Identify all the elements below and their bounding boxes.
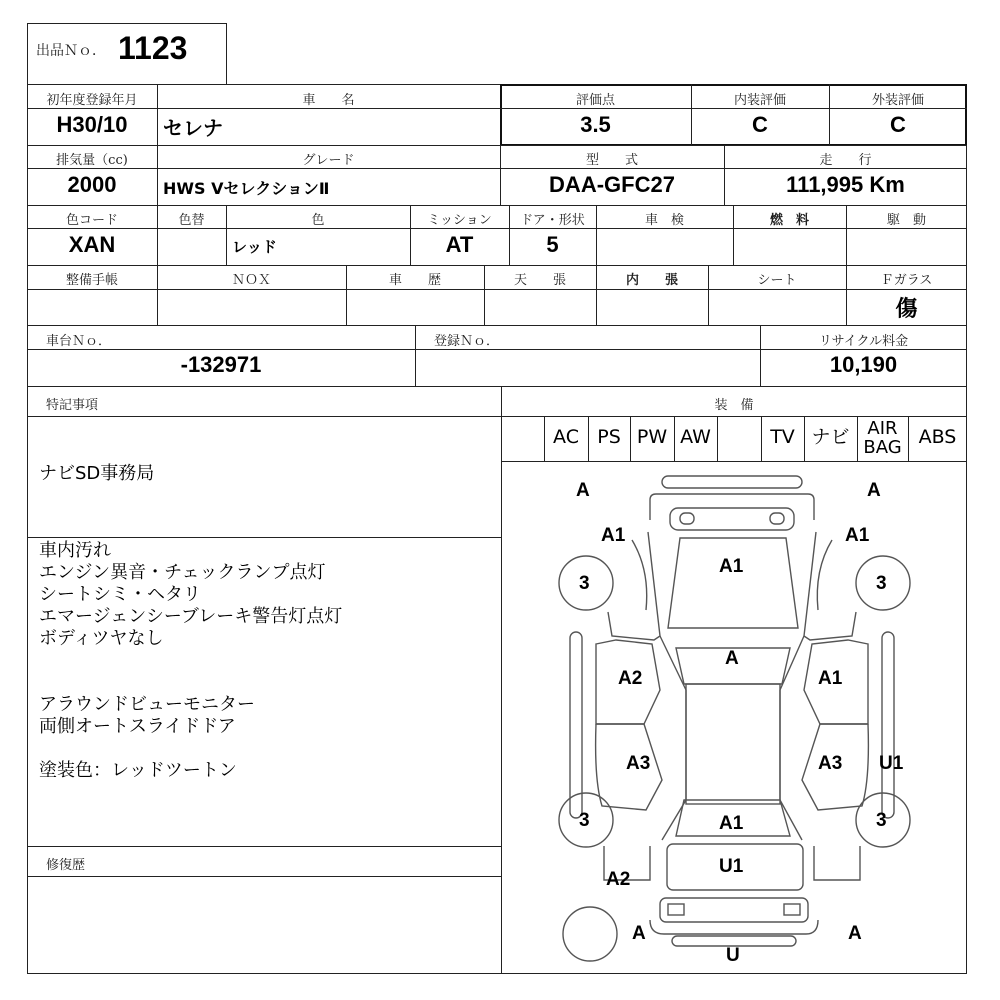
grade-label: グレード bbox=[302, 153, 355, 168]
displacement-value: 2000 bbox=[67, 172, 117, 197]
notes-upper: ナビSD事務局 bbox=[39, 463, 155, 484]
mission-label: ミッション bbox=[427, 213, 492, 228]
chassis-no-label: 車台Ｎｏ． bbox=[46, 334, 112, 349]
damage-left-front-door: A2 bbox=[618, 668, 643, 689]
equip-item-abs: ABS bbox=[918, 426, 957, 448]
interior-trim-label: 内 張 bbox=[625, 273, 678, 288]
history-label: 車 歴 bbox=[388, 273, 441, 288]
roof-lining-label: 天 張 bbox=[513, 273, 566, 288]
chassis-no-value: -132971 bbox=[180, 352, 262, 377]
interior-grade-label: 内装評価 bbox=[733, 93, 786, 108]
damage-roof-rear: A1 bbox=[719, 813, 744, 834]
front-glass-value: 傷 bbox=[895, 297, 918, 322]
color-code-value: XAN bbox=[68, 232, 116, 257]
damage-rear-bumper-right: A bbox=[848, 923, 862, 944]
color-code-label: 色コード bbox=[65, 213, 118, 228]
lot-number: 1123 bbox=[118, 30, 188, 66]
car-damage-diagram bbox=[501, 461, 967, 974]
front-glass-label: Ｆガラス bbox=[880, 273, 933, 288]
equip-item-tv: TV bbox=[770, 426, 795, 448]
service-book-label: 整備手帳 bbox=[65, 273, 118, 288]
damage-top-left: A bbox=[576, 480, 590, 501]
repaint-label: 色替 bbox=[178, 213, 205, 228]
mission-value: AT bbox=[445, 232, 474, 257]
equip-item-navi: ナビ bbox=[811, 426, 850, 448]
damage-rear-bumper: U bbox=[726, 945, 740, 966]
equip-item-ac: AC bbox=[553, 426, 579, 448]
nox-label: ＮＯＸ bbox=[231, 273, 271, 288]
repair-history-label: 修復歴 bbox=[46, 858, 86, 873]
interior-grade-value: C bbox=[752, 112, 768, 137]
tire-front-right: 3 bbox=[876, 573, 887, 594]
notes-label: 特記事項 bbox=[46, 398, 99, 413]
damage-back-door: U1 bbox=[719, 856, 744, 877]
equipment-label: 装 備 bbox=[714, 398, 754, 413]
notes-lower: 車内汚れ エンジン異音・チェックランプ点灯 シートシミ・ヘタリ エマージェンシーブレーキ警告灯点灯 ボディツヤなし アラウンドビューモニター 両側オートスライドドア 塗装色：レッドツートン bbox=[39, 540, 343, 781]
reg-date-value: H30/10 bbox=[56, 112, 128, 137]
equip-item-aw: AW bbox=[680, 426, 711, 448]
inspection-label: 車 検 bbox=[644, 213, 684, 228]
car-name-label: 車 名 bbox=[302, 93, 355, 108]
damage-right-rear-side: U1 bbox=[879, 753, 904, 774]
equip-item-airbag: AIR BAG bbox=[863, 418, 902, 458]
damage-front-right-fender: A1 bbox=[845, 525, 870, 546]
lot-label: 出品Ｎｏ． bbox=[36, 43, 106, 59]
exterior-grade-label: 外装評価 bbox=[871, 93, 924, 108]
drive-label: 駆 動 bbox=[886, 213, 926, 228]
damage-left-quarter: A2 bbox=[606, 869, 631, 890]
damage-rear-bumper-left: A bbox=[632, 923, 646, 944]
color-value: レッド bbox=[232, 238, 277, 256]
displacement-label: 排気量（cc) bbox=[56, 153, 128, 168]
damage-front-left-fender: A1 bbox=[601, 525, 626, 546]
grade-value: HWS VセレクションⅡ bbox=[163, 179, 330, 198]
damage-roof-front: A bbox=[725, 648, 739, 669]
tire-rear-right: 3 bbox=[876, 810, 887, 831]
recycle-fee-label: リサイクル料金 bbox=[818, 334, 909, 349]
damage-right-front-door: A1 bbox=[818, 668, 843, 689]
fuel-label: 燃 料 bbox=[769, 213, 809, 228]
score-value: 3.5 bbox=[580, 112, 611, 137]
mileage-label: 走 行 bbox=[819, 153, 872, 168]
seat-label: シート bbox=[757, 273, 797, 288]
damage-left-rear-door: A3 bbox=[626, 753, 651, 774]
tire-front-left: 3 bbox=[579, 573, 590, 594]
equip-item-pw: PW bbox=[636, 426, 668, 448]
recycle-fee-value: 10,190 bbox=[829, 352, 898, 377]
score-label: 評価点 bbox=[575, 93, 615, 108]
reg-date-label: 初年度登録年月 bbox=[46, 93, 138, 108]
damage-hood: A1 bbox=[719, 556, 744, 577]
damage-right-rear-door: A3 bbox=[818, 753, 843, 774]
exterior-grade-value: C bbox=[890, 112, 906, 137]
car-name-value: セレナ bbox=[163, 116, 223, 140]
color-label: 色 bbox=[311, 213, 325, 228]
tire-rear-left: 3 bbox=[579, 810, 590, 831]
model-label: 型 式 bbox=[585, 153, 638, 168]
door-label: ドア・形状 bbox=[520, 213, 585, 228]
model-value: DAA-GFC27 bbox=[549, 172, 675, 197]
damage-top-right: A bbox=[867, 480, 881, 501]
equip-item-ps: PS bbox=[597, 426, 621, 448]
mileage-value: 111,995 Km bbox=[786, 172, 905, 197]
reg-no-label: 登録Ｎｏ． bbox=[434, 334, 500, 349]
door-value: 5 bbox=[546, 232, 559, 257]
